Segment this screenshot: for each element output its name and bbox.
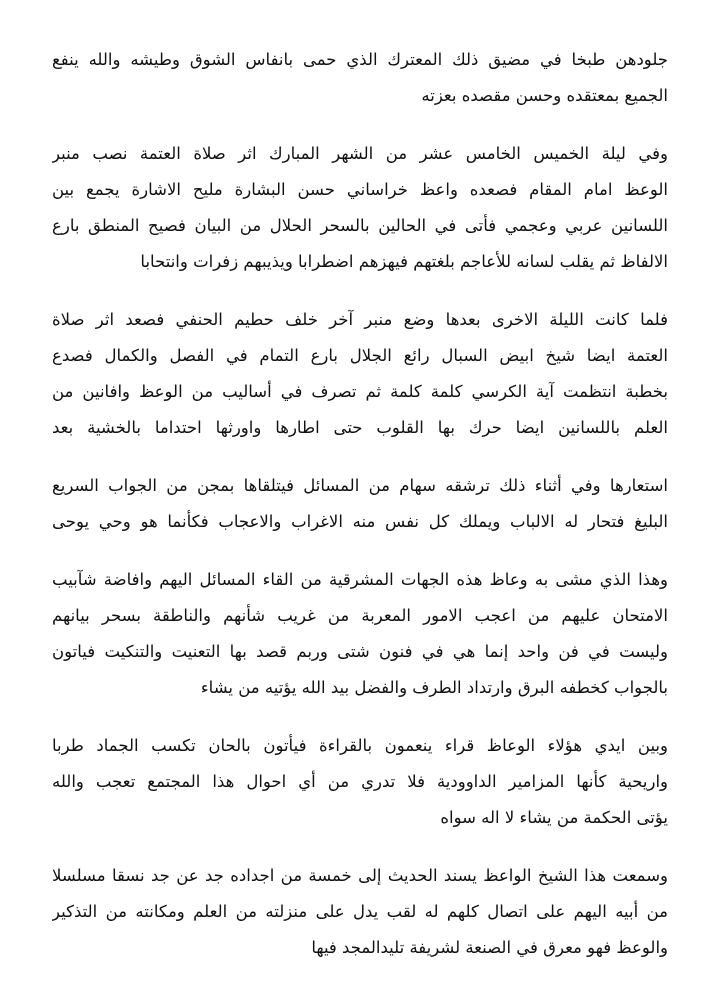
- text-line: والوعظ فهو معرق في الصنعة لشريفة تليدالمجد فيها: [311, 938, 668, 957]
- paragraph: [52, 562, 668, 706]
- text-line: استعارها وفي أثناء ذلك ترشقه سهام من المسائل فيتلقاها بمجن من الجواب السريع: [52, 476, 668, 495]
- text-line: فلما كانت الليلة الاخرى بعدها وضع منبر آخر خلف حطيم الحنفي فصعد اثر صلاة: [52, 310, 668, 329]
- text-line: وليست في فن واحد إنما هي في فنون شتى وربم قصد بها التعنيت والتنكيت فياتون: [52, 642, 668, 661]
- paragraph: [52, 302, 668, 446]
- text-line: وسمعت هذا الشيخ الواعظ يسند الحديث إلى خمسة من اجداده جد عن جد نسقا مسلسلا: [52, 866, 668, 885]
- text-line: وفي ليلة الخميس الخامس عشر من الشهر المبارك اثر صلاة العتمة نصب منبر: [52, 144, 668, 163]
- text-line: واريحية كأنها المزامير الداوودية فلا تدري من أي احوال هذا المجتمع تعجب والله: [52, 772, 668, 791]
- text-line: الوعظ امام المقام فصعده واعظ خراساني حسن البشارة مليح الاشارة يجمع بين: [52, 180, 668, 199]
- text-line: الجميع بمعتقده وحسن مقصده بعزته: [421, 86, 668, 105]
- text-line: بخطبة انتظمت آية الكرسي كلمة كلمة ثم تصرف في أساليب من الوعظ وافانين من: [52, 382, 668, 401]
- text-line: وهذا الذي مشى به وعاظ هذه الجهات المشرقية من القاء المسائل اليهم وافاضة شآبيب: [52, 570, 668, 589]
- text-line: الامتحان عليهم من اعجب الامور المعربة من غريب شأنهم والناطقة بسحر بيانهم: [52, 606, 668, 625]
- paragraph: [52, 468, 668, 540]
- text-line: يؤتى الحكمة من يشاء لا اله سواه: [440, 808, 668, 827]
- text-line: العلم باللسانين ايضا حرك بها القلوب حتى اطارها واورثها احتداما بالخشية بعد: [52, 418, 668, 437]
- document-page: [52, 42, 668, 988]
- text-line: العتمة ايضا شيخ ابيض السبال رائع الجلال بارع التمام في الفصل والكمال فصدع: [52, 346, 668, 365]
- paragraph: [52, 728, 668, 836]
- text-line: اللسانين عربي وعجمي فأتى في الحالين بالسحر الحلال من البيان فصيح المنطق بارع: [52, 216, 668, 235]
- paragraph: [52, 136, 668, 280]
- text-line: من أبيه اليهم على اتصال كلهم له لقب يدل على منزلته من العلم ومكانته من التذكير: [52, 902, 668, 921]
- text-line: البليغ فتحار له الالباب ويملك كل نفس منه الاغراب والاعجاب فكأنما هو وحي يوحى: [52, 512, 668, 531]
- text-line: جلودهن طبخا في مضيق ذلك المعترك الذي حمى بانفاس الشوق وطيشه والله ينفع: [52, 50, 668, 69]
- paragraph: [52, 42, 668, 114]
- text-line: بالجواب كخطفه البرق وارتداد الطرف والفضل بيد الله يؤتيه من يشاء: [200, 678, 668, 697]
- paragraph: [52, 858, 668, 966]
- text-line: وبين ايدي هؤلاء الوعاظ قراء ينعمون بالقراءة فيأتون بالحان تكسب الجماد طربا: [52, 736, 668, 755]
- text-line: الالفاظ ثم يقلب لسانه للأعاجم بلغتهم فيهزهم اضطرابا ويذيبهم زفرات وانتحابا: [140, 252, 668, 271]
